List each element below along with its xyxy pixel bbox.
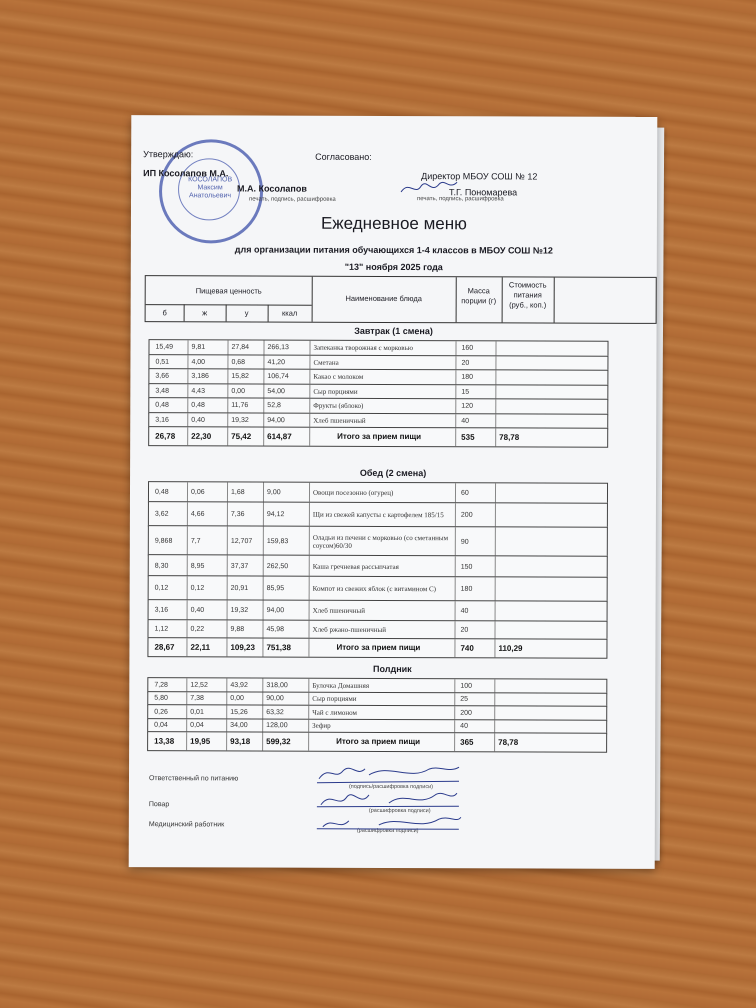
carb-cell: 43,92 xyxy=(230,681,248,689)
total-label: Итого за прием пищи xyxy=(337,431,422,442)
fat-cell: 4,00 xyxy=(191,358,206,366)
protein-cell: 9,868 xyxy=(154,537,173,545)
fat-cell: 0,40 xyxy=(191,416,205,424)
kcal-cell: 9,00 xyxy=(266,489,281,497)
dish-name: Сметана xyxy=(313,358,339,367)
col-u: у xyxy=(244,308,249,318)
protein-cell: 0,04 xyxy=(154,721,168,729)
total-cost: 78,78 xyxy=(498,737,519,747)
protein-cell: 8,30 xyxy=(154,562,169,570)
dish-name: Хлеб ржано-пшеничный xyxy=(312,625,386,634)
protein-cell: 3,16 xyxy=(155,416,169,424)
total-cost: 78,78 xyxy=(499,432,520,442)
portion-mass: 200 xyxy=(460,511,473,519)
protein-cell: 1,12 xyxy=(154,625,169,633)
table-header xyxy=(145,275,657,324)
total-cost: 110,29 xyxy=(498,643,523,653)
fat-cell: 0,04 xyxy=(190,722,204,730)
protein-cell: 0,12 xyxy=(154,584,169,592)
protein-cell: 5,80 xyxy=(154,694,168,702)
fat-cell: 4,66 xyxy=(190,510,205,518)
dish-name: Овощи посезонно (огурец) xyxy=(312,488,394,498)
fat-cell: 7,7 xyxy=(190,537,201,545)
portion-mass: 160 xyxy=(461,344,474,353)
carb-cell: 9,88 xyxy=(230,625,245,633)
portion-mass: 180 xyxy=(460,585,473,593)
page-subtitle: для организации питания обучающихся 1-4 классов в МБОУ СОШ №12 xyxy=(234,244,553,256)
col-kcal: ккал xyxy=(281,308,298,318)
section-title: Обед (2 смена) xyxy=(359,467,427,479)
kcal-cell: 85,95 xyxy=(266,585,285,593)
total-mass: 740 xyxy=(460,643,474,653)
kcal-cell: 52,8 xyxy=(267,402,281,410)
protein-cell: 3,62 xyxy=(154,510,169,518)
total-label: Итого за прием пищи xyxy=(336,736,421,747)
cook-label: Повар xyxy=(148,801,170,809)
protein-cell: 0,48 xyxy=(154,488,169,496)
total-protein: 28,67 xyxy=(154,642,175,652)
carb-cell: 19,32 xyxy=(231,416,249,424)
responsible-label: Ответственный по питанию xyxy=(148,775,239,783)
kcal-cell: 318,00 xyxy=(266,681,288,689)
carb-cell: 20,91 xyxy=(230,584,249,592)
agree-name: Т.Г. Пономарева xyxy=(449,187,518,198)
col-dish: Наименование блюда xyxy=(345,293,422,304)
approve-label: Утверждаю: xyxy=(143,149,194,160)
agree-position: Директор МБОУ СОШ № 12 xyxy=(421,171,538,182)
carb-cell: 27,84 xyxy=(231,344,250,352)
dish-name: Какао с молоком xyxy=(313,372,364,382)
portion-mass: 90 xyxy=(460,538,469,546)
medic-label: Медицинский работник xyxy=(148,821,225,829)
dish-name: Зефир xyxy=(312,721,331,731)
total-mass: 535 xyxy=(461,432,475,442)
portion-mass: 150 xyxy=(460,563,473,571)
kcal-cell: 106,74 xyxy=(267,373,289,381)
fat-cell: 0,22 xyxy=(190,625,205,633)
menu-date: "13" ноября 2025 года xyxy=(344,261,443,273)
total-kcal: 614,87 xyxy=(267,432,292,442)
carb-cell: 15,82 xyxy=(231,373,249,381)
section-title: Полдник xyxy=(373,663,412,675)
portion-mass: 40 xyxy=(460,607,469,615)
col-b: б xyxy=(162,308,167,318)
protein-cell: 15,49 xyxy=(155,343,174,351)
kcal-cell: 41,20 xyxy=(267,358,285,366)
fat-cell: 8,95 xyxy=(190,562,205,570)
total-row xyxy=(147,731,607,753)
col-cost: Стоимость питания (руб., коп.) xyxy=(508,280,547,310)
total-fat: 19,95 xyxy=(190,736,211,746)
approve-caption: печать, подпись, расшифровка xyxy=(249,196,336,203)
fat-cell: 0,01 xyxy=(190,708,204,716)
portion-mass: 20 xyxy=(461,359,470,367)
stamp-text: КОСОЛАПОВ Максим Анатольевич xyxy=(188,176,233,200)
total-kcal: 751,38 xyxy=(266,643,291,653)
protein-cell: 0,48 xyxy=(155,401,169,409)
carb-cell: 7,36 xyxy=(230,510,245,518)
dish-name: Сыр порциями xyxy=(313,387,358,396)
fat-cell: 0,40 xyxy=(190,606,205,614)
total-protein: 26,78 xyxy=(155,431,176,441)
total-row xyxy=(147,637,607,659)
dish-name: Каша гречневая рассыпчатая xyxy=(312,562,399,571)
portion-mass: 20 xyxy=(460,626,469,634)
protein-cell: 3,66 xyxy=(155,372,170,380)
carb-cell: 12,707 xyxy=(230,537,253,545)
fat-cell: 0,12 xyxy=(190,584,205,592)
fat-cell: 7,38 xyxy=(190,695,204,703)
total-kcal: 599,32 xyxy=(266,737,291,747)
portion-mass: 100 xyxy=(460,682,473,690)
kcal-cell: 63,32 xyxy=(266,708,284,716)
fat-cell: 3,186 xyxy=(191,373,209,381)
total-carb: 93,18 xyxy=(230,736,251,747)
fat-cell: 9,81 xyxy=(191,344,206,352)
portion-mass: 15 xyxy=(461,388,470,396)
fat-cell: 4,43 xyxy=(191,387,205,395)
carb-cell: 0,00 xyxy=(231,387,245,395)
approve-name: ИП Косолапов М.А. xyxy=(143,168,229,179)
portion-mass: 180 xyxy=(461,373,474,382)
agree-label: Согласовано: xyxy=(315,151,372,162)
caption-responsible: (подпись/расшифровка подписи) xyxy=(348,783,433,791)
kcal-cell: 266,13 xyxy=(267,344,289,352)
page-title: Ежедневное меню xyxy=(320,213,467,234)
carb-cell: 0,68 xyxy=(231,358,246,366)
dish-name: Запеканка творожная с морковью xyxy=(313,343,414,353)
total-row xyxy=(148,426,608,448)
total-carb: 75,42 xyxy=(231,431,252,442)
handwritten-signatures xyxy=(309,761,469,842)
col-zh: ж xyxy=(202,308,208,318)
portion-mass: 60 xyxy=(460,489,469,497)
portion-mass: 40 xyxy=(461,417,470,425)
menu-document xyxy=(129,115,658,869)
total-carb: 109,23 xyxy=(230,642,255,653)
dish-name: Оладьи из печени с морковью (со сметанным соусом)60/30 xyxy=(312,533,449,550)
protein-cell: 3,16 xyxy=(154,606,169,614)
dish-name: Булочка Домашняя xyxy=(312,681,370,690)
approve-signer: М.А. Косолапов xyxy=(237,183,307,194)
kcal-cell: 262,50 xyxy=(266,562,289,570)
dish-name: Компот из свежих яблок (с витамином С) xyxy=(312,584,437,594)
kcal-cell: 90,00 xyxy=(266,695,284,703)
carb-cell: 1,68 xyxy=(230,488,245,496)
carb-cell: 15,26 xyxy=(230,708,248,716)
kcal-cell: 54,00 xyxy=(267,387,285,395)
agree-caption: печать, подпись, расшифровка xyxy=(417,196,504,203)
col-nutrition: Пищевая ценность xyxy=(195,286,262,296)
carb-cell: 34,00 xyxy=(230,722,248,730)
total-protein: 13,38 xyxy=(154,736,175,746)
caption-cook: (расшифровка подписи) xyxy=(368,807,431,815)
protein-cell: 3,48 xyxy=(155,387,169,395)
portion-mass: 200 xyxy=(460,709,472,717)
kcal-cell: 94,00 xyxy=(267,416,285,424)
fat-cell: 0,48 xyxy=(191,402,205,410)
portion-mass: 120 xyxy=(461,402,473,411)
fat-cell: 0,06 xyxy=(190,488,205,496)
protein-cell: 7,28 xyxy=(154,681,168,689)
dish-name: Хлеб пшеничный xyxy=(313,416,366,425)
protein-cell: 0,26 xyxy=(154,708,168,716)
menu-sections xyxy=(131,115,657,117)
kcal-cell: 94,00 xyxy=(266,607,285,615)
kcal-cell: 45,98 xyxy=(266,626,285,634)
carb-cell: 0,00 xyxy=(230,695,244,703)
carb-cell: 19,32 xyxy=(230,606,249,614)
fat-cell: 12,52 xyxy=(190,681,208,689)
carb-cell: 11,76 xyxy=(231,402,249,410)
total-fat: 22,30 xyxy=(191,431,212,441)
dish-name: Щи из свежей капусты с картофелем 185/15 xyxy=(312,510,444,520)
portion-mass: 25 xyxy=(460,695,469,704)
table-row xyxy=(148,525,608,558)
kcal-cell: 159,83 xyxy=(266,537,289,545)
kcal-cell: 94,12 xyxy=(266,511,285,519)
dish-name: Фрукты (яблоко) xyxy=(313,401,364,411)
total-label: Итого за прием пищи xyxy=(336,642,421,653)
portion-mass: 40 xyxy=(460,722,468,731)
dish-name: Сыр порциями xyxy=(312,694,357,704)
kcal-cell: 128,00 xyxy=(266,722,288,730)
protein-cell: 0,51 xyxy=(155,358,170,366)
caption-medic: (расшифровка подписи) xyxy=(356,827,419,835)
total-mass: 365 xyxy=(460,737,474,747)
total-fat: 22,11 xyxy=(190,642,211,652)
dish-name: Хлеб пшеничный xyxy=(312,606,366,615)
carb-cell: 37,37 xyxy=(230,562,249,570)
dish-name: Чай с лимоном xyxy=(312,708,357,717)
director-signature xyxy=(399,178,459,198)
col-mass: Масса порции (г) xyxy=(461,286,497,306)
section-title: Завтрак (1 смена) xyxy=(354,325,433,337)
